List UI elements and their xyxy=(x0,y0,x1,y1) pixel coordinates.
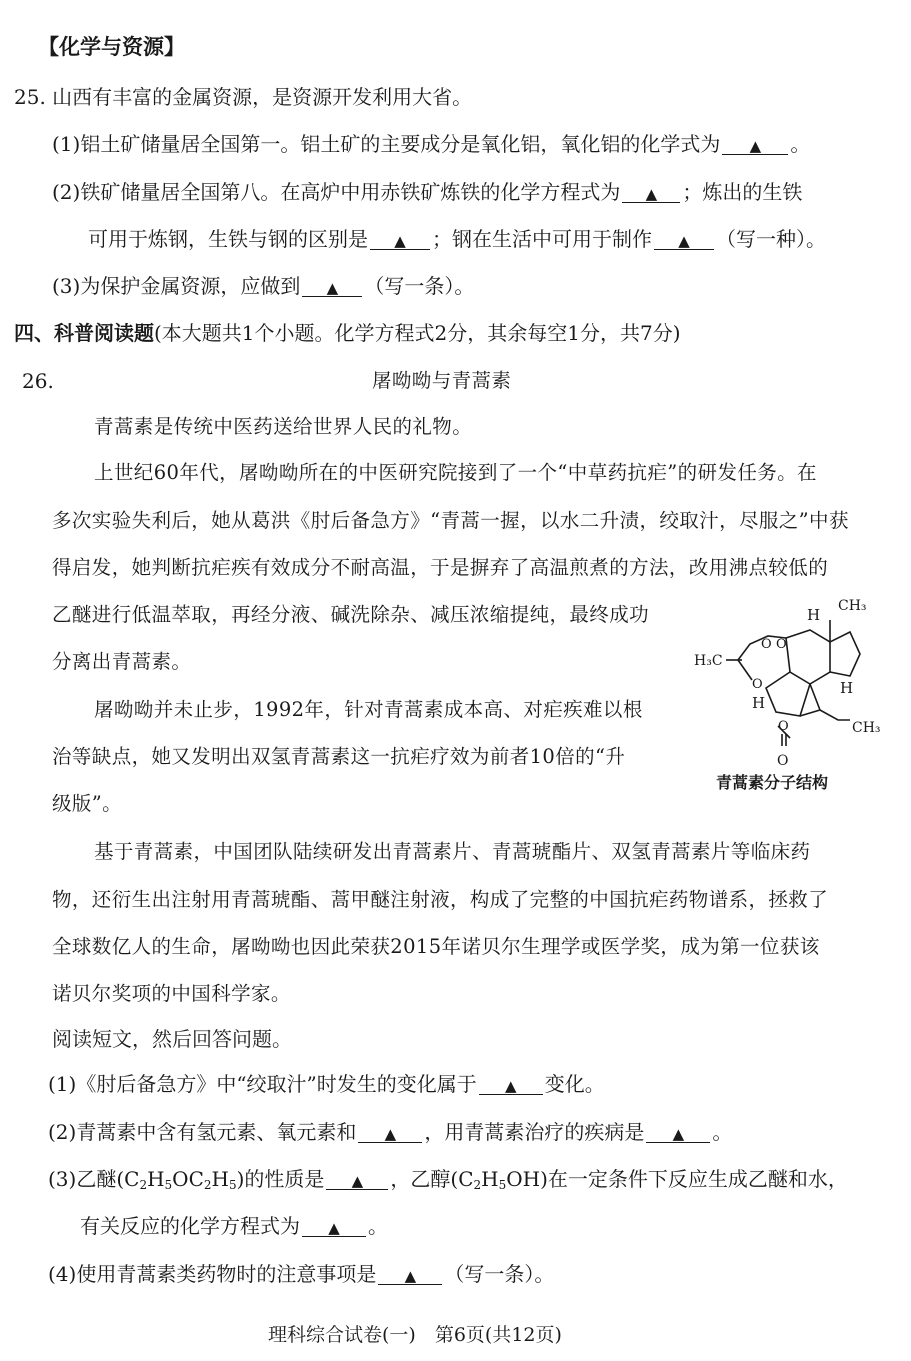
article-title: 屠呦呦与青蒿素 xyxy=(372,369,512,392)
q26-q1-end: 变化。 xyxy=(544,1072,605,1096)
q26-q4-text: (4)使用青蒿素类药物时的注意事项是 xyxy=(48,1262,377,1286)
upper-right-ring xyxy=(830,620,860,676)
blank-marker: ▲ xyxy=(326,279,339,297)
label-h3c: H₃C xyxy=(694,653,723,669)
q25-part2-line2 xyxy=(88,226,826,252)
label-o4: O xyxy=(778,719,789,734)
q25-part2a-end: ；炼出的生铁 xyxy=(682,180,803,204)
section4-title: 四、科普阅读题 xyxy=(14,321,154,345)
carbonyl-bond xyxy=(782,734,786,746)
q26-q4-end: （写一条）。 xyxy=(444,1262,555,1286)
q3-text-e: )的性质是 xyxy=(236,1167,325,1191)
answer-blank[interactable] xyxy=(302,274,362,297)
label-h-mid: H xyxy=(840,679,854,697)
q25-part2b-end: （写一种）。 xyxy=(716,227,826,251)
q25-part1-text: (1)铝土矿储量居全国第一。铝土矿的主要成分是氧化铝，氧化铝的化学式为 xyxy=(52,132,721,156)
q3-text-a: (3)乙醚(C xyxy=(48,1167,140,1191)
section-header: 【化学与资源】 xyxy=(38,35,185,59)
q3-sub1: 2 xyxy=(139,1178,148,1192)
article-para4-line2: 物，还衍生出注射用青蒿琥酯、蒿甲醚注射液，构成了完整的中国抗疟药物谱系，拯救了 xyxy=(52,888,829,911)
q25-part2b-text: 可用于炼钢，生铁与钢的区别是 xyxy=(88,227,368,251)
blank-marker: ▲ xyxy=(672,1125,685,1143)
blank-marker: ▲ xyxy=(328,1219,340,1237)
section4-heading xyxy=(14,320,681,346)
article-para2-line1: 上世纪60年代，屠呦呦所在的中医研究院接到了一个“中草药抗疟”的研发任务。在 xyxy=(94,461,817,484)
q26-q3-l2-text: 有关反应的化学方程式为 xyxy=(80,1214,300,1238)
q3-text-d: H xyxy=(211,1167,229,1191)
label-h-top: H xyxy=(807,606,821,624)
q3-text-c: OC xyxy=(172,1167,204,1191)
label-ch3-bottom: CH₃ xyxy=(852,720,881,736)
blank-marker: ▲ xyxy=(645,185,658,203)
q26-question2 xyxy=(48,1119,732,1145)
q26-q1-text: (1)《肘后备急方》中“绞取汁”时发生的变化属于 xyxy=(48,1072,477,1096)
label-h-left: H xyxy=(752,694,766,712)
q26-q3-l2-end: 。 xyxy=(368,1214,388,1238)
q26-question3-line2 xyxy=(80,1213,388,1239)
q26-q2-end: 。 xyxy=(712,1120,733,1144)
read-prompt: 阅读短文，然后回答问题。 xyxy=(52,1027,292,1051)
label-o2: O xyxy=(776,637,787,652)
q3-text-g: H xyxy=(481,1167,499,1191)
cyclohexane-ring xyxy=(786,630,830,684)
blank-marker: ▲ xyxy=(404,1267,417,1285)
article-para3-line3: 级版”。 xyxy=(52,792,123,815)
figure-caption: 青蒿素分子结构 xyxy=(716,773,829,792)
answer-blank[interactable] xyxy=(722,132,788,155)
q25-part1-end: 。 xyxy=(790,132,811,156)
ring-junction-bond xyxy=(810,684,820,710)
answer-blank[interactable] xyxy=(622,180,680,203)
blank-marker: ▲ xyxy=(384,1125,397,1143)
answer-blank[interactable] xyxy=(378,1262,442,1285)
blank-marker: ▲ xyxy=(749,137,762,155)
article-para3-line1: 屠呦呦并未止步，1992年，针对青蒿素成本高、对疟疾难以根 xyxy=(94,698,643,721)
q25-part3 xyxy=(52,273,474,299)
q3-text-h: OH)在一定条件下反应生成乙醚和水， xyxy=(506,1167,848,1191)
q26-q2-mid: ，用青蒿素治疗的疾病是 xyxy=(424,1120,645,1144)
answer-blank[interactable] xyxy=(479,1072,543,1095)
article-para4-line1: 基于青蒿素，中国团队陆续研发出青蒿素片、青蒿琥酯片、双氢青蒿素片等临床药 xyxy=(94,840,811,863)
q3-sub5: 2 xyxy=(473,1178,482,1192)
label-o5: O xyxy=(777,753,789,769)
ring-bond xyxy=(738,660,752,680)
q3-sub2: 5 xyxy=(164,1178,173,1192)
q3-sub6: 5 xyxy=(498,1178,507,1192)
article-para2-line2: 多次实验失利后，她从葛洪《肘后备急方》“青蒿一握，以水二升渍，绞取汁，尽服之”中获 xyxy=(52,509,849,532)
q26-q2-text: (2)青蒿素中含有氢元素、氧元素和 xyxy=(48,1120,357,1144)
answer-blank[interactable] xyxy=(358,1120,422,1143)
q25-stem: 25. 山西有丰富的金属资源，是资源开发利用大省。 xyxy=(14,85,473,109)
lactone-ring xyxy=(800,710,850,720)
q25-part3-text: (3)为保护金属资源，应做到 xyxy=(52,274,301,298)
lower-ring xyxy=(766,672,810,716)
article-para4-line4: 诺贝尔奖项的中国科学家。 xyxy=(52,982,291,1005)
answer-blank[interactable] xyxy=(646,1120,710,1143)
section4-note: (本大题共1个小题。化学方程式2分，其余每空1分，共7分) xyxy=(154,321,681,345)
blank-marker: ▲ xyxy=(505,1077,517,1095)
q3-sub3: 2 xyxy=(203,1178,212,1192)
article-para1: 青蒿素是传统中医药送给世界人民的礼物。 xyxy=(94,415,473,438)
answer-blank[interactable] xyxy=(654,227,714,250)
article-para3-line2: 治等缺点，她又发明出双氢青蒿素这一抗疟疗效为前者10倍的“升 xyxy=(52,745,626,768)
answer-blank[interactable] xyxy=(302,1214,366,1237)
q26-question1 xyxy=(48,1071,605,1097)
answer-blank[interactable] xyxy=(326,1167,388,1190)
article-para4-line3: 全球数亿人的生命，屠呦呦也因此荣获2015年诺贝尔生理学或医学奖，成为第一位获该 xyxy=(52,935,820,958)
q25-part2b-mid: ；钢在生活中可用于制作 xyxy=(432,227,652,251)
q26-number: 26. xyxy=(22,369,54,393)
article-para2-line5: 分离出青蒿素。 xyxy=(52,650,192,673)
label-o1: O xyxy=(761,637,772,652)
q25-part2-line1 xyxy=(52,179,802,205)
answer-blank[interactable] xyxy=(370,227,430,250)
blank-marker: ▲ xyxy=(351,1172,364,1190)
page-footer: 理科综合试卷(一) 第6页(共12页) xyxy=(268,1324,562,1346)
label-ch3-top: CH₃ xyxy=(838,598,867,614)
q3-text-f: ，乙醇(C xyxy=(390,1167,474,1191)
q26-question4 xyxy=(48,1261,554,1287)
q25-part1 xyxy=(52,131,810,157)
q25-part2a-text: (2)铁矿储量居全国第八。在高炉中用赤铁矿炼铁的化学方程式为 xyxy=(52,180,621,204)
label-o3: O xyxy=(752,677,763,692)
blank-marker: ▲ xyxy=(678,232,690,250)
blank-marker: ▲ xyxy=(394,232,406,250)
q3-text-b: H xyxy=(147,1167,165,1191)
article-para2-line3: 得启发，她判断抗疟疾有效成分不耐高温，于是摒弃了高温煎煮的方法，改用沸点较低的 xyxy=(52,556,829,579)
q3-sub4: 5 xyxy=(228,1178,237,1192)
article-para2-line4: 乙醚进行低温萃取，再经分液、碱洗除杂、减压浓缩提纯，最终成功 xyxy=(52,603,650,626)
q26-question3-line1 xyxy=(48,1166,848,1192)
artemisinin-structure-figure xyxy=(690,592,890,772)
q25-part3-end: （写一条）。 xyxy=(364,274,475,298)
